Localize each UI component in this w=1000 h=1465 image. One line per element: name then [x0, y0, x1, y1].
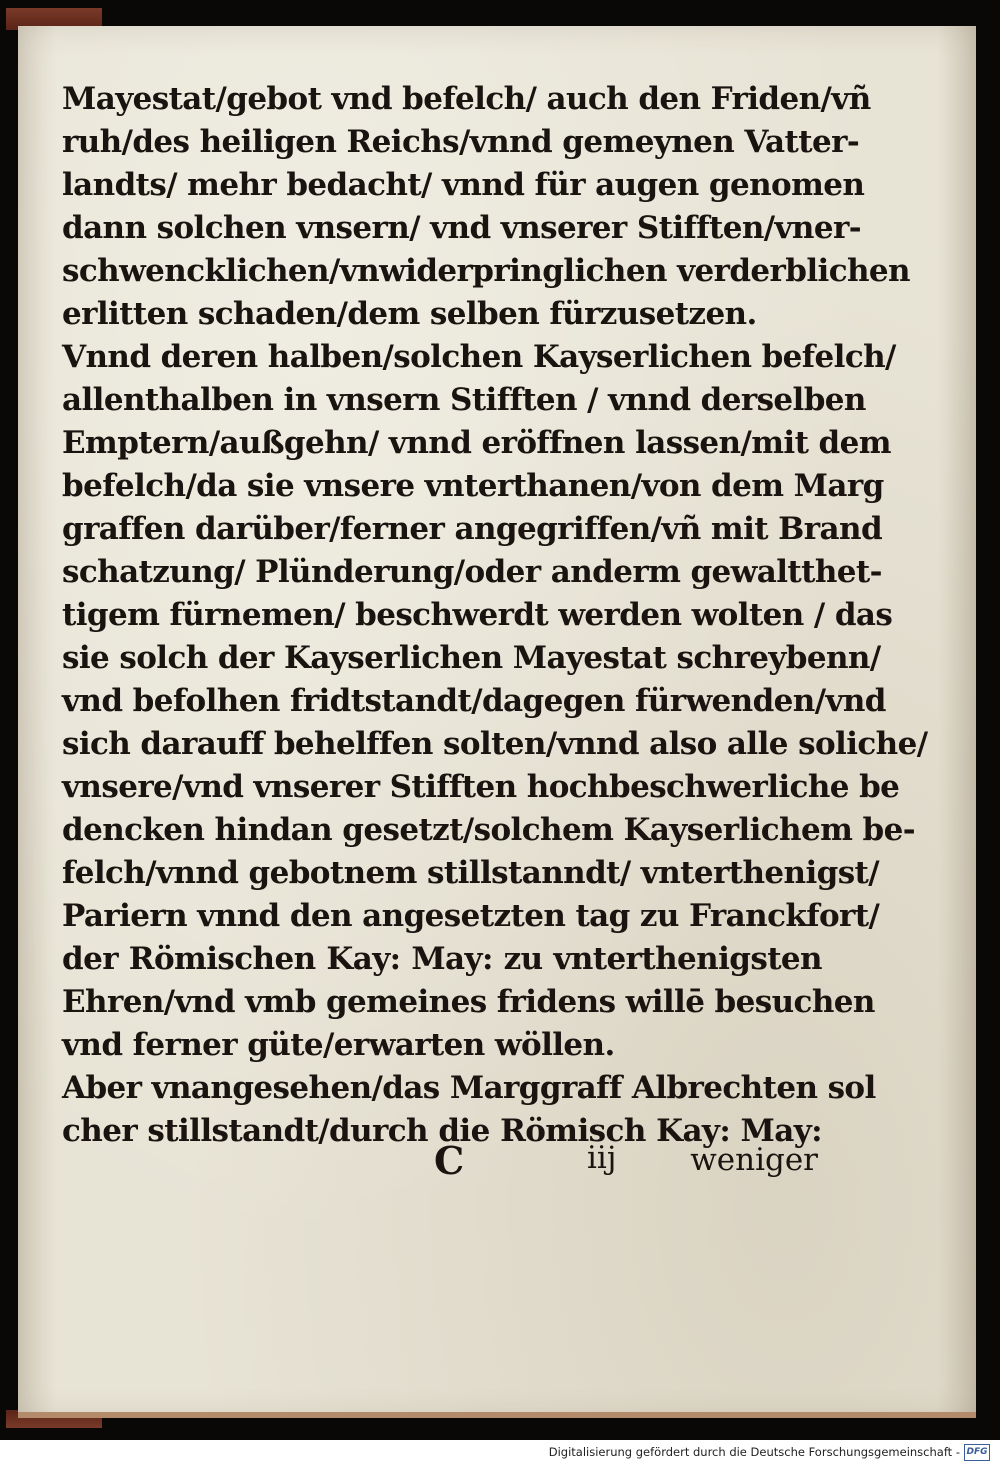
- text-line: vnd befolhen fridtstandt/dagegen fürwenden/vnd: [62, 683, 886, 719]
- text-line: tigem fürnemen/ beschwerdt werden wolten / das: [62, 597, 893, 633]
- text-line: schatzung/ Plünderung/oder anderm gewaltthet-: [62, 554, 882, 590]
- text-line: Pariern vnnd den angesetzten tag zu Franckfort/: [62, 898, 880, 934]
- text-line: sich darauff behelffen solten/vnnd also alle soliche/: [62, 726, 928, 762]
- text-line: dencken hindan gesetzt/solchem Kayserlichem be-: [62, 812, 915, 848]
- text-line: Aber vnangesehen/das Marggraff Albrechten sol: [62, 1070, 876, 1106]
- text-line: landts/ mehr bedacht/ vnnd für augen genomen: [62, 167, 865, 203]
- text-line: der Römischen Kay: May: zu vnterthenigsten: [62, 941, 822, 977]
- dfg-logo-icon: DFG: [964, 1444, 990, 1461]
- folio-number: iij: [587, 1140, 617, 1176]
- text-line: Mayestat/gebot vnd befelch/ auch den Friden/vñ: [62, 81, 871, 117]
- text-line: cher stillstandt/durch die Römisch Kay: May:: [62, 1113, 822, 1149]
- text-line: vnd ferner güte/erwarten wöllen.: [62, 1027, 615, 1063]
- page-edge: [18, 1412, 976, 1418]
- text-line: befelch/da sie vnsere vnterthanen/von dem Marg: [62, 468, 884, 504]
- signature-mark: C: [434, 1138, 465, 1183]
- text-line: Ehren/vnd vmb gemeines fridens willē besuchen: [62, 984, 875, 1020]
- text-line: vnsere/vnd vnserer Stifften hochbeschwerliche be: [62, 769, 900, 805]
- text-line: ruh/des heiligen Reichs/vnnd gemeynen Vatter-: [62, 124, 860, 160]
- text-line: dann solchen vnsern/ vnd vnserer Stifften/vner-: [62, 210, 861, 246]
- credit-bar: [0, 1440, 1000, 1465]
- page-foot-line: [62, 1138, 822, 1186]
- text-line: sie solch der Kayserlichen Mayestat schreybenn/: [62, 640, 881, 676]
- text-line: felch/vnnd gebotnem stillstanndt/ vnterthenigst/: [62, 855, 879, 891]
- text-line: Vnnd deren halben/solchen Kayserlichen befelch/: [62, 339, 896, 375]
- text-line: schwencklichen/vnwiderpringlichen verderblichen: [62, 253, 910, 289]
- text-line: erlitten schaden/dem selben fürzusetzen.: [62, 296, 757, 332]
- text-line: Emptern/außgehn/ vnnd eröffnen lassen/mit dem: [62, 425, 891, 461]
- page-text: [62, 78, 928, 1153]
- credit-text: Digitalisierung gefördert durch die Deutsche Forschungsgemeinschaft -: [548, 1445, 960, 1459]
- text-line: allenthalben in vnsern Stifften / vnnd derselben: [62, 382, 866, 418]
- text-line: graffen darüber/ferner angegriffen/vñ mit Brand: [62, 511, 883, 547]
- catchword: weniger: [690, 1142, 818, 1178]
